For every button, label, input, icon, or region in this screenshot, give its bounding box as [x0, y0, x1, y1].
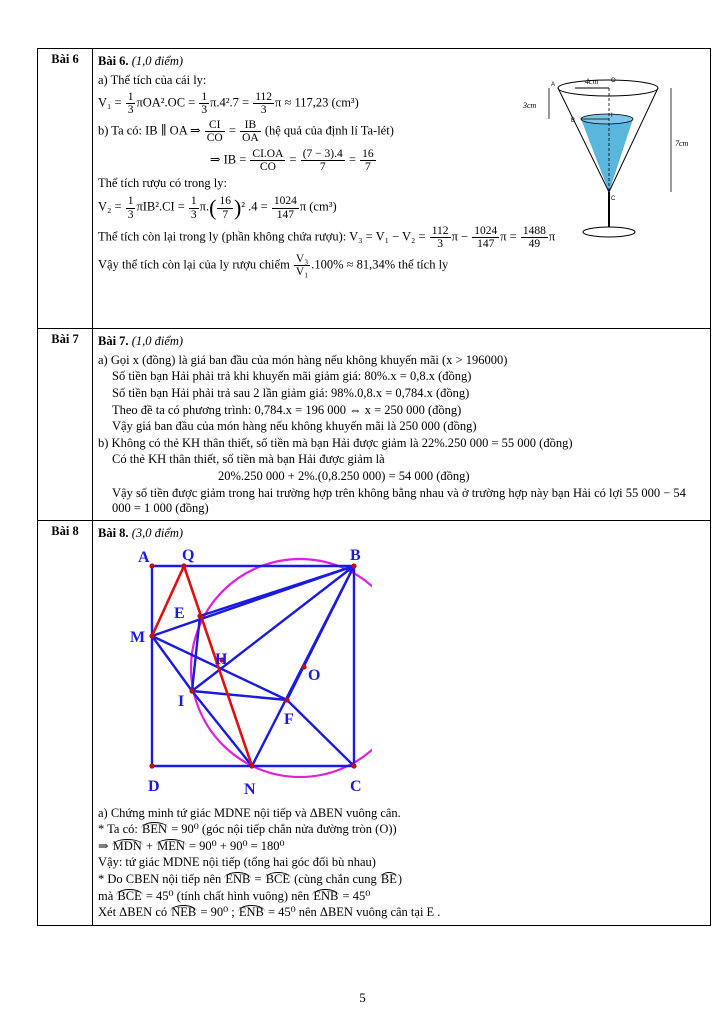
b6-v3-formula: Thể tích còn lại trong ly (phần không chứa rượu): V₃ = V₁ − V₂ = $\frac{112}{3}$ π − $\frac{1024}{147}$ π = $\frac{1488}{49}$ π: [98, 224, 556, 250]
b7-line-2: Số tiền bạn Hải phải trả khi khuyến mãi giảm giá: 80%.x = 0,8.x (đồng): [112, 369, 472, 384]
b7-line-7: Có thẻ KH thân thiết, số tiền mà bạn Hải được giảm là: [112, 452, 385, 467]
label-bai-6: Bài 6: [38, 49, 93, 329]
b7-line-1: a) Gọi x (đồng) là giá ban đầu của món hàng nếu không khuyến mãi (x > 196000): [98, 352, 508, 367]
b8-step-3: Vậy: tứ giác MDNE nội tiếp (tổng hai góc đối bù nhau): [98, 855, 376, 870]
label-bai-8: Bài 8: [38, 520, 93, 925]
b6-v2-formula: V₂ = $\frac{1}{3}$ πIB².CI = $\frac{1}{3}$ π.( $\frac{16}{7}$ )² .4 = $\frac{1024}{147}$ π (cm³): [98, 195, 337, 221]
b8-part-a: a) Chứng minh tứ giác MDNE nội tiếp và ΔBEN vuông cân.: [98, 805, 401, 820]
b7-line-9: Vậy số tiền được giảm trong hai trường hợp trên không bằng nhau và ở trường hợp này bạn Hải có lợi 55 000 − 54 000 = 1 000 (đồng): [112, 485, 686, 516]
point-n-label: N: [244, 780, 256, 798]
row-bai-7: [38, 329, 711, 521]
fig-point-b: B: [571, 118, 576, 124]
b8-step-6: Xét ΔBEN có NEB = 90⁰ ; ENB = 45⁰ nên ΔBEN vuông cân tại E .: [98, 905, 441, 920]
point-e-label: E: [174, 604, 185, 622]
point-o-label: O: [308, 666, 321, 684]
fig-label-4cm: 4cm: [585, 77, 599, 86]
b7-line-3: Số tiền bạn Hải phải trả sau 2 lần giảm giá: 98%.0,8.x = 0,784.x (đồng): [112, 385, 470, 400]
title-bai-7: Bài 7.: [98, 334, 129, 348]
point-a-label: A: [138, 548, 150, 566]
b8-step-2: ⇒ MDN + MEN = 90⁰ + 90⁰ = 180⁰: [98, 838, 285, 853]
content-bai-7: [93, 329, 711, 521]
b8-step-4: * Do CBEN nội tiếp nên ENB = BCE (cùng chắn cung BE): [98, 872, 403, 886]
point-b-label: B: [350, 546, 361, 564]
fig-point-i: I: [611, 113, 613, 119]
b6-v1-formula: V₁ = $\frac{1}{3}$ πOA².OC = $\frac{1}{3}$ π.4².7 = $\frac{112}{3}$ π ≈ 117,23 (cm³): [98, 91, 359, 117]
wine-glass-figure: [523, 72, 703, 252]
content-bai-6: [93, 49, 711, 329]
fig-label-7cm: 7cm: [675, 139, 689, 148]
point-i-label: I: [178, 692, 185, 710]
geometry-figure: [112, 546, 372, 804]
b6-wine-volume-text: Thể tích rượu có trong ly:: [98, 175, 227, 190]
b7-line-6: b) Không có thẻ KH thân thiết, số tiền mà bạn Hải được giảm là 22%.250 000 = 55 000 (đồng): [98, 435, 573, 450]
row-bai-6: [38, 49, 711, 329]
point-q-label: Q: [182, 546, 195, 564]
b8-step-5: mà BCE = 45⁰ (tính chất hình vuông) nên ENB = 45⁰: [98, 888, 371, 903]
title-bai-6: Bài 6.: [98, 54, 129, 68]
fig-point-a: A: [551, 82, 556, 88]
fig-label-3cm: 3cm: [523, 101, 537, 110]
point-f-label: F: [284, 710, 294, 728]
label-bai-7: Bài 7: [38, 329, 93, 521]
point-h-label: H: [215, 650, 228, 668]
b6-part-b: b) Ta có: IB ∥ OA ⇒ $\frac{CI}{CO}$ = $\frac{IB}{OA}$ (hệ quả của định lí Ta-lét): [98, 119, 394, 145]
solution-sheet: [37, 48, 711, 926]
score-bai-6: (1,0 điểm): [128, 54, 184, 68]
b6-conclusion: Vậy thể tích còn lại của ly rượu chiếm $\frac{\text{V₃}}{\text{V₁}}$ .100% ≈ 81,34% thể tích ly: [98, 252, 449, 278]
b7-line-5: Vậy giá ban đầu của món hàng nếu không khuyến mãi là 250 000 (đồng): [112, 419, 477, 434]
point-m-label: M: [130, 628, 146, 646]
fig-point-c: C: [611, 196, 616, 202]
content-bai-8: [93, 520, 711, 925]
b7-line-8: 20%.250 000 + 2%.(0,8.250 000) = 54 000 (đồng): [218, 469, 470, 483]
row-bai-8: [38, 520, 711, 925]
score-bai-8: (3,0 điểm): [128, 525, 184, 540]
score-bai-7: (1,0 điểm): [128, 334, 184, 348]
b6-ib-value: ⇒ IB = $\frac{CI.OA}{CO}$ = $\frac{(7 - 3).4}{7}$ = $\frac{16}{7}$: [210, 147, 374, 173]
point-d-label: D: [148, 777, 160, 795]
b8-step-1: * Ta có: BEN = 90⁰ (góc nội tiếp chắn nửa đường tròn (O)): [98, 822, 397, 837]
point-c-label: C: [350, 777, 362, 795]
b6-part-a: a) Thể tích của cái ly:: [98, 72, 207, 87]
title-bai-8: Bài 8.: [98, 525, 129, 540]
fig-point-o: O: [611, 78, 616, 84]
solution-table: [37, 48, 711, 926]
page-number: 5: [359, 990, 366, 1005]
b7-line-4: Theo đề ta có phương trình: 0,784.x = 196 000 ⇔ x = 250 000 (đồng): [112, 402, 462, 417]
